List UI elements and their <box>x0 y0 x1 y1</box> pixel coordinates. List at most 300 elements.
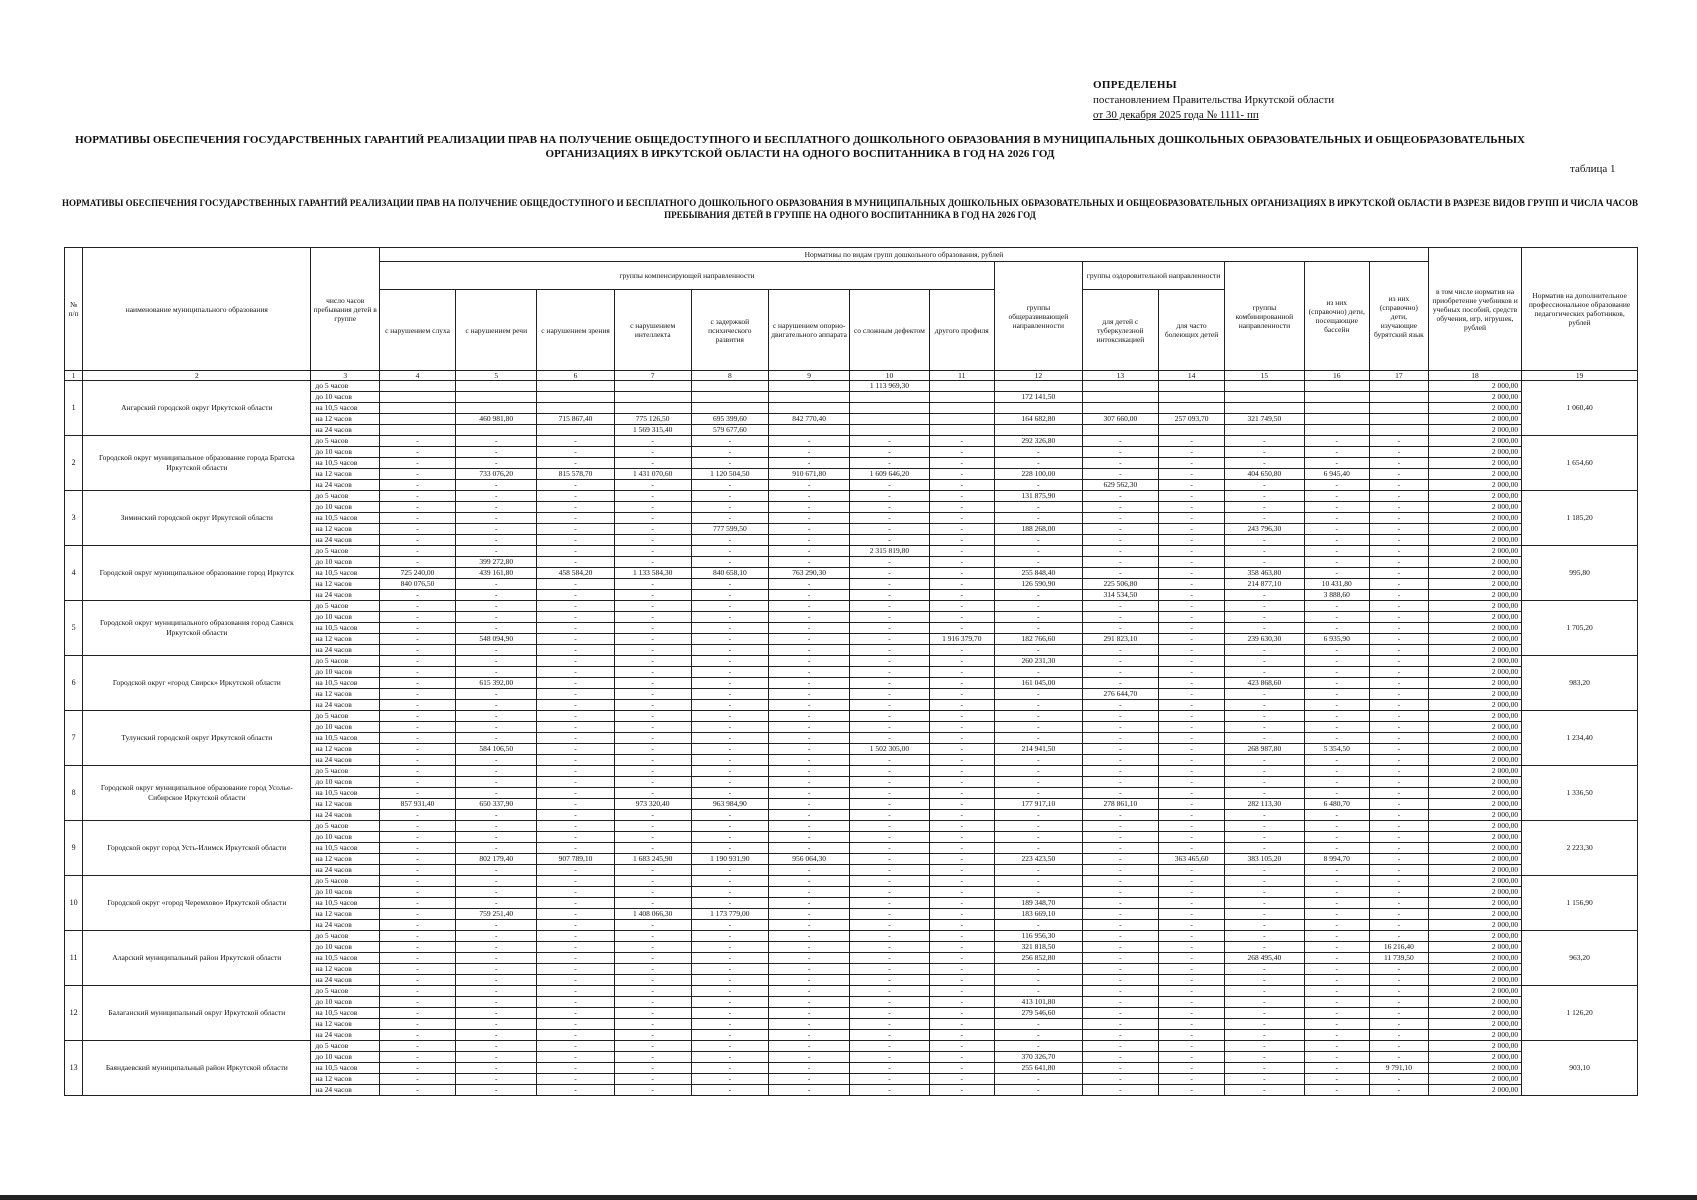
norm-cell: - <box>1082 733 1158 744</box>
norm-cell: - <box>994 590 1082 601</box>
table-row <box>65 876 1638 887</box>
norm-cell: - <box>614 997 691 1008</box>
norm-cell: - <box>929 645 994 656</box>
norm-cell: - <box>537 634 614 645</box>
hours-label: до 10 часов <box>311 392 380 403</box>
norm-cell: - <box>1225 821 1304 832</box>
norm-cell: - <box>1304 986 1369 997</box>
norm-cell: - <box>1082 832 1158 843</box>
hours-label: до 5 часов <box>311 381 380 392</box>
hours-label: до 10 часов <box>311 502 380 513</box>
materials-norm-cell: 2 000,00 <box>1428 865 1521 876</box>
norm-cell: - <box>691 1052 768 1063</box>
norm-cell: - <box>994 821 1082 832</box>
norm-cell: - <box>1369 1019 1428 1030</box>
norm-cell: - <box>929 931 994 942</box>
norm-cell: - <box>1369 1008 1428 1019</box>
materials-norm-cell: 2 000,00 <box>1428 953 1521 964</box>
norm-cell: - <box>1158 656 1224 667</box>
norm-cell: - <box>456 843 537 854</box>
norm-cell: - <box>691 579 768 590</box>
norm-cell <box>379 381 455 392</box>
norm-cell: - <box>537 733 614 744</box>
norm-cell: - <box>614 689 691 700</box>
municipality-name: Аларский муниципальный район Иркутской области <box>83 931 311 986</box>
training-norm-cell: 963,20 <box>1522 931 1638 986</box>
hours-label: на 12 часов <box>311 799 380 810</box>
norm-cell: - <box>379 1008 455 1019</box>
norm-cell: - <box>929 909 994 920</box>
norm-cell <box>1158 381 1224 392</box>
norm-cell: - <box>379 524 455 535</box>
hours-label: на 12 часов <box>311 689 380 700</box>
norm-cell <box>1225 425 1304 436</box>
norm-cell: - <box>456 821 537 832</box>
header-c12: группы общеразвивающей направленности <box>994 262 1082 371</box>
norm-cell: - <box>379 909 455 920</box>
norm-cell: - <box>456 1041 537 1052</box>
norm-cell: - <box>1158 623 1224 634</box>
norm-cell: - <box>1158 909 1224 920</box>
norm-cell: - <box>929 447 994 458</box>
norm-cell: - <box>456 1019 537 1030</box>
norm-cell: - <box>691 953 768 964</box>
norm-cell: - <box>614 513 691 524</box>
norm-cell: - <box>1158 1063 1224 1074</box>
norm-cell: - <box>691 447 768 458</box>
norm-cell: - <box>379 1052 455 1063</box>
norm-cell: - <box>691 656 768 667</box>
norm-cell: - <box>929 832 994 843</box>
norm-cell: - <box>1158 546 1224 557</box>
materials-norm-cell: 2 000,00 <box>1428 447 1521 458</box>
norm-cell: 907 789,10 <box>537 854 614 865</box>
norm-cell: - <box>1304 777 1369 788</box>
norm-cell: - <box>1158 469 1224 480</box>
materials-norm-cell: 2 000,00 <box>1428 381 1521 392</box>
norm-cell: - <box>929 513 994 524</box>
training-norm-cell: 1 185,20 <box>1522 491 1638 546</box>
norm-cell: - <box>456 1008 537 1019</box>
column-number: 14 <box>1158 371 1224 381</box>
table-row <box>65 986 1638 997</box>
materials-norm-cell: 2 000,00 <box>1428 469 1521 480</box>
norm-cell: - <box>691 975 768 986</box>
norm-cell: - <box>850 1085 929 1096</box>
norm-cell: - <box>1369 1085 1428 1096</box>
materials-norm-cell: 2 000,00 <box>1428 612 1521 623</box>
materials-norm-cell: 2 000,00 <box>1428 502 1521 513</box>
norm-cell: - <box>1225 865 1304 876</box>
norm-cell: - <box>691 502 768 513</box>
norm-cell: - <box>850 854 929 865</box>
norm-cell: - <box>994 1030 1082 1041</box>
norm-cell: - <box>456 766 537 777</box>
header-health: группы оздоровительной направленности <box>1082 262 1224 290</box>
approval-date: от 30 декабря 2025 года № 1111- пп <box>1093 109 1259 121</box>
norm-cell: - <box>1304 942 1369 953</box>
norm-cell: 358 463,80 <box>1225 568 1304 579</box>
norm-cell: 268 987,80 <box>1225 744 1304 755</box>
norm-cell: - <box>379 722 455 733</box>
norm-cell: 257 093,70 <box>1158 414 1224 425</box>
norm-cell: - <box>1304 898 1369 909</box>
hours-label: на 24 часов <box>311 480 380 491</box>
norm-cell: - <box>1304 667 1369 678</box>
norm-cell: - <box>1082 557 1158 568</box>
norm-cell: - <box>768 579 849 590</box>
norm-cell: - <box>1158 1085 1224 1096</box>
norm-cell: - <box>379 986 455 997</box>
norm-cell: 460 981,80 <box>456 414 537 425</box>
materials-norm-cell: 2 000,00 <box>1428 579 1521 590</box>
norm-cell: - <box>768 491 849 502</box>
norm-cell: - <box>1082 744 1158 755</box>
column-number: 19 <box>1522 371 1638 381</box>
norm-cell: - <box>768 733 849 744</box>
norm-cell: - <box>929 469 994 480</box>
norm-cell <box>1304 392 1369 403</box>
norm-cell: - <box>929 1052 994 1063</box>
hours-label: на 10,5 часов <box>311 843 380 854</box>
norm-cell: - <box>768 865 849 876</box>
norm-cell: 910 671,80 <box>768 469 849 480</box>
norm-cell: - <box>1082 876 1158 887</box>
norm-cell: - <box>1369 997 1428 1008</box>
norm-cell: 282 113,30 <box>1225 799 1304 810</box>
norm-cell: - <box>614 865 691 876</box>
norm-cell: - <box>456 964 537 975</box>
norm-cell: - <box>1082 964 1158 975</box>
norm-cell: - <box>614 1041 691 1052</box>
norm-cell: - <box>1082 931 1158 942</box>
norm-cell: - <box>537 744 614 755</box>
header-c14: для часто болеющих детей <box>1158 290 1224 371</box>
row-number: 12 <box>65 986 83 1041</box>
norm-cell: - <box>768 931 849 942</box>
norm-cell <box>456 381 537 392</box>
materials-norm-cell: 2 000,00 <box>1428 392 1521 403</box>
norm-cell: - <box>379 535 455 546</box>
norm-cell: - <box>537 931 614 942</box>
municipality-name: Тулунский городской округ Иркутской области <box>83 711 311 766</box>
materials-norm-cell: 2 000,00 <box>1428 733 1521 744</box>
row-number: 4 <box>65 546 83 601</box>
materials-norm-cell: 2 000,00 <box>1428 568 1521 579</box>
norm-cell: - <box>929 876 994 887</box>
norm-cell <box>929 392 994 403</box>
norm-cell: - <box>379 469 455 480</box>
norm-cell: - <box>1369 535 1428 546</box>
hours-label: на 24 часов <box>311 700 380 711</box>
norm-cell: - <box>850 843 929 854</box>
norm-cell: - <box>768 1052 849 1063</box>
norm-cell <box>456 425 537 436</box>
norm-cell: 802 179,40 <box>456 854 537 865</box>
norm-cell: - <box>1082 1019 1158 1030</box>
norm-cell: - <box>994 920 1082 931</box>
norm-cell: 292 326,80 <box>994 436 1082 447</box>
norm-cell: - <box>1304 700 1369 711</box>
norm-cell: - <box>850 447 929 458</box>
header-c17: из них (справочно) дети, изучающие бурятский язык <box>1369 262 1428 371</box>
materials-norm-cell: 2 000,00 <box>1428 414 1521 425</box>
norm-cell: - <box>614 656 691 667</box>
norm-cell: - <box>994 700 1082 711</box>
norm-cell: - <box>1158 1019 1224 1030</box>
norm-cell: - <box>379 480 455 491</box>
norm-cell: - <box>691 546 768 557</box>
norm-cell: - <box>537 689 614 700</box>
norm-cell: - <box>691 865 768 876</box>
norm-cell: - <box>1369 634 1428 645</box>
norm-cell: - <box>1158 777 1224 788</box>
norm-cell: - <box>994 667 1082 678</box>
norm-cell: - <box>768 1085 849 1096</box>
norm-cell: - <box>537 909 614 920</box>
norm-cell: - <box>537 711 614 722</box>
norm-cell: - <box>1225 513 1304 524</box>
norm-cell: - <box>1369 909 1428 920</box>
norm-cell: - <box>379 810 455 821</box>
norm-cell: - <box>1225 1052 1304 1063</box>
norm-cell: - <box>537 1052 614 1063</box>
hours-label: на 24 часов <box>311 645 380 656</box>
norm-cell: - <box>929 546 994 557</box>
norm-cell: - <box>614 458 691 469</box>
norm-cell: - <box>1304 953 1369 964</box>
norm-cell: - <box>929 887 994 898</box>
norm-cell: - <box>1369 513 1428 524</box>
norm-cell: - <box>1304 1085 1369 1096</box>
norm-cell: 228 100,00 <box>994 469 1082 480</box>
norm-cell: - <box>379 920 455 931</box>
norm-cell: - <box>1225 1085 1304 1096</box>
norm-cell: - <box>537 865 614 876</box>
norm-cell: 413 101,80 <box>994 997 1082 1008</box>
norm-cell: - <box>1082 1063 1158 1074</box>
norm-cell: - <box>537 579 614 590</box>
norm-cell <box>1369 381 1428 392</box>
norm-cell: - <box>768 1008 849 1019</box>
norm-cell: - <box>1225 480 1304 491</box>
norm-cell: - <box>850 568 929 579</box>
norm-cell: - <box>537 755 614 766</box>
norm-cell: - <box>614 876 691 887</box>
norm-cell: - <box>1225 755 1304 766</box>
norm-cell: - <box>768 601 849 612</box>
norm-cell: 548 094,90 <box>456 634 537 645</box>
norm-cell: - <box>850 1008 929 1019</box>
hours-label: до 5 часов <box>311 821 380 832</box>
norm-cell: - <box>850 612 929 623</box>
hours-label: до 10 часов <box>311 447 380 458</box>
municipality-name: Городской округ муниципальное образование город Иркутск <box>83 546 311 601</box>
norm-cell: - <box>1082 645 1158 656</box>
norm-cell: - <box>1225 546 1304 557</box>
norm-cell <box>379 403 455 414</box>
hours-label: до 10 часов <box>311 887 380 898</box>
norm-cell: - <box>379 678 455 689</box>
norm-cell: 2 315 819,80 <box>850 546 929 557</box>
training-norm-cell: 995,80 <box>1522 546 1638 601</box>
norm-cell: - <box>537 1074 614 1085</box>
norm-cell: 363 465,60 <box>1158 854 1224 865</box>
norm-cell: - <box>1082 502 1158 513</box>
norm-cell: - <box>929 524 994 535</box>
materials-norm-cell: 2 000,00 <box>1428 436 1521 447</box>
norm-cell: - <box>1304 722 1369 733</box>
hours-label: до 10 часов <box>311 612 380 623</box>
norm-cell: - <box>1082 1074 1158 1085</box>
norm-cell: - <box>929 898 994 909</box>
norm-cell: 840 076,50 <box>379 579 455 590</box>
norm-cell: - <box>1304 887 1369 898</box>
norm-cell: - <box>1304 1030 1369 1041</box>
norm-cell: 763 290,30 <box>768 568 849 579</box>
norm-cell: - <box>1304 711 1369 722</box>
materials-norm-cell: 2 000,00 <box>1428 557 1521 568</box>
norm-cell: - <box>691 964 768 975</box>
norm-cell: 214 941,50 <box>994 744 1082 755</box>
norm-cell: - <box>994 535 1082 546</box>
norm-cell: - <box>929 920 994 931</box>
norm-cell: - <box>537 524 614 535</box>
header-compensating: группы компенсирующей направленности <box>379 262 994 290</box>
norm-cell: - <box>768 821 849 832</box>
materials-norm-cell: 2 000,00 <box>1428 744 1521 755</box>
norm-cell: - <box>1158 722 1224 733</box>
materials-norm-cell: 2 000,00 <box>1428 656 1521 667</box>
norm-cell: - <box>1225 645 1304 656</box>
norm-cell: - <box>691 777 768 788</box>
norm-cell: - <box>1158 458 1224 469</box>
materials-norm-cell: 2 000,00 <box>1428 535 1521 546</box>
norm-cell: - <box>850 579 929 590</box>
norm-cell: - <box>691 557 768 568</box>
norm-cell: - <box>537 975 614 986</box>
norm-cell: - <box>614 733 691 744</box>
norm-cell: - <box>850 766 929 777</box>
row-number: 7 <box>65 711 83 766</box>
norm-cell: 629 562,30 <box>1082 480 1158 491</box>
norm-cell: - <box>614 1074 691 1085</box>
norm-cell: - <box>1082 568 1158 579</box>
norm-cell <box>1225 403 1304 414</box>
norm-cell: - <box>768 1030 849 1041</box>
norm-cell: - <box>379 1074 455 1085</box>
norm-cell: - <box>850 645 929 656</box>
header-c4: с нарушением слуха <box>379 290 455 371</box>
norm-cell: - <box>1304 513 1369 524</box>
norm-cell <box>929 381 994 392</box>
norm-cell: - <box>1304 436 1369 447</box>
norm-cell: - <box>1082 898 1158 909</box>
norm-cell: - <box>768 953 849 964</box>
norm-cell: - <box>1158 447 1224 458</box>
norm-cell: - <box>379 788 455 799</box>
table-title: НОРМАТИВЫ ОБЕСПЕЧЕНИЯ ГОСУДАРСТВЕННЫХ ГАРАНТИЙ РЕАЛИЗАЦИИ ПРАВ НА ПОЛУЧЕНИЕ ОБЩЕДОСТУПНОГО И БЕСПЛАТНОГО ДОШКОЛЬНОГО ОБРАЗОВАНИЯ В МУНИЦИПАЛЬНЫХ ДОШКОЛЬНЫХ ОБРАЗОВАТЕЛЬНЫХ И ОБЩЕОБРАЗОВАТЕЛЬНЫХ ОРГАНИЗАЦИЯХ В ИРКУТСКОЙ ОБЛАСТИ В РАЗРЕЗЕ ВИДОВ ГРУПП И ЧИСЛА ЧАСОВ ПРЕБЫВАНИЯ ДЕТЕЙ В ГРУППЕ НА ОДНОГО ВОСПИТАННИКА В ГОД НА 2026 ГОД <box>62 198 1638 220</box>
norm-cell: - <box>768 997 849 1008</box>
norm-cell: - <box>537 942 614 953</box>
norm-cell: - <box>1082 1041 1158 1052</box>
norm-cell <box>929 414 994 425</box>
norm-cell: - <box>456 722 537 733</box>
norm-cell: - <box>929 1008 994 1019</box>
norm-cell: - <box>1082 491 1158 502</box>
norm-cell: - <box>1304 546 1369 557</box>
norm-cell: - <box>1158 700 1224 711</box>
norm-cell: - <box>1082 986 1158 997</box>
norm-cell: - <box>1158 887 1224 898</box>
norm-cell: - <box>456 546 537 557</box>
norm-cell: 278 861,10 <box>1082 799 1158 810</box>
norm-cell: - <box>1082 667 1158 678</box>
hours-label: на 10,5 часов <box>311 403 380 414</box>
norm-cell: - <box>1225 656 1304 667</box>
norm-cell: - <box>379 546 455 557</box>
norm-cell: - <box>537 920 614 931</box>
materials-norm-cell: 2 000,00 <box>1428 1019 1521 1030</box>
materials-norm-cell: 2 000,00 <box>1428 700 1521 711</box>
norm-cell: - <box>1369 546 1428 557</box>
header-c8: с задержкой психического развития <box>691 290 768 371</box>
norm-cell: - <box>1082 711 1158 722</box>
materials-norm-cell: 2 000,00 <box>1428 964 1521 975</box>
norm-cell: - <box>614 722 691 733</box>
training-norm-cell: 1 654,60 <box>1522 436 1638 491</box>
norm-cell: - <box>456 689 537 700</box>
norm-cell: - <box>768 986 849 997</box>
norm-cell: - <box>768 887 849 898</box>
norm-cell: - <box>691 700 768 711</box>
norm-cell: - <box>456 953 537 964</box>
column-number: 1 <box>65 371 83 381</box>
norm-cell: 6 945,40 <box>1304 469 1369 480</box>
header-c16: из них (справочно) дети, посещающие бассейн <box>1304 262 1369 371</box>
norm-cell: - <box>929 766 994 777</box>
hours-label: на 12 часов <box>311 1074 380 1085</box>
norm-cell: - <box>1225 436 1304 447</box>
norm-cell: - <box>379 447 455 458</box>
norm-cell: - <box>1304 975 1369 986</box>
norm-cell: - <box>1082 524 1158 535</box>
norm-cell: - <box>1082 546 1158 557</box>
materials-norm-cell: 2 000,00 <box>1428 986 1521 997</box>
norm-cell: - <box>1158 766 1224 777</box>
norm-cell: - <box>1158 821 1224 832</box>
norm-cell: - <box>1304 1074 1369 1085</box>
header-c15: группы комбинированной направленности <box>1225 262 1304 371</box>
hours-label: на 10,5 часов <box>311 733 380 744</box>
norm-cell: - <box>691 1085 768 1096</box>
materials-norm-cell: 2 000,00 <box>1428 491 1521 502</box>
norm-cell: - <box>850 810 929 821</box>
row-number: 8 <box>65 766 83 821</box>
hours-label: на 10,5 часов <box>311 678 380 689</box>
norm-cell <box>850 392 929 403</box>
column-number: 12 <box>994 371 1082 381</box>
norm-cell: - <box>691 986 768 997</box>
norm-cell: - <box>1158 1008 1224 1019</box>
norm-cell: - <box>1369 436 1428 447</box>
norm-cell: 177 917,10 <box>994 799 1082 810</box>
norm-cell: - <box>691 612 768 623</box>
norm-cell: - <box>994 964 1082 975</box>
hours-label: на 24 часов <box>311 865 380 876</box>
norm-cell: 759 251,40 <box>456 909 537 920</box>
norm-cell: - <box>691 480 768 491</box>
